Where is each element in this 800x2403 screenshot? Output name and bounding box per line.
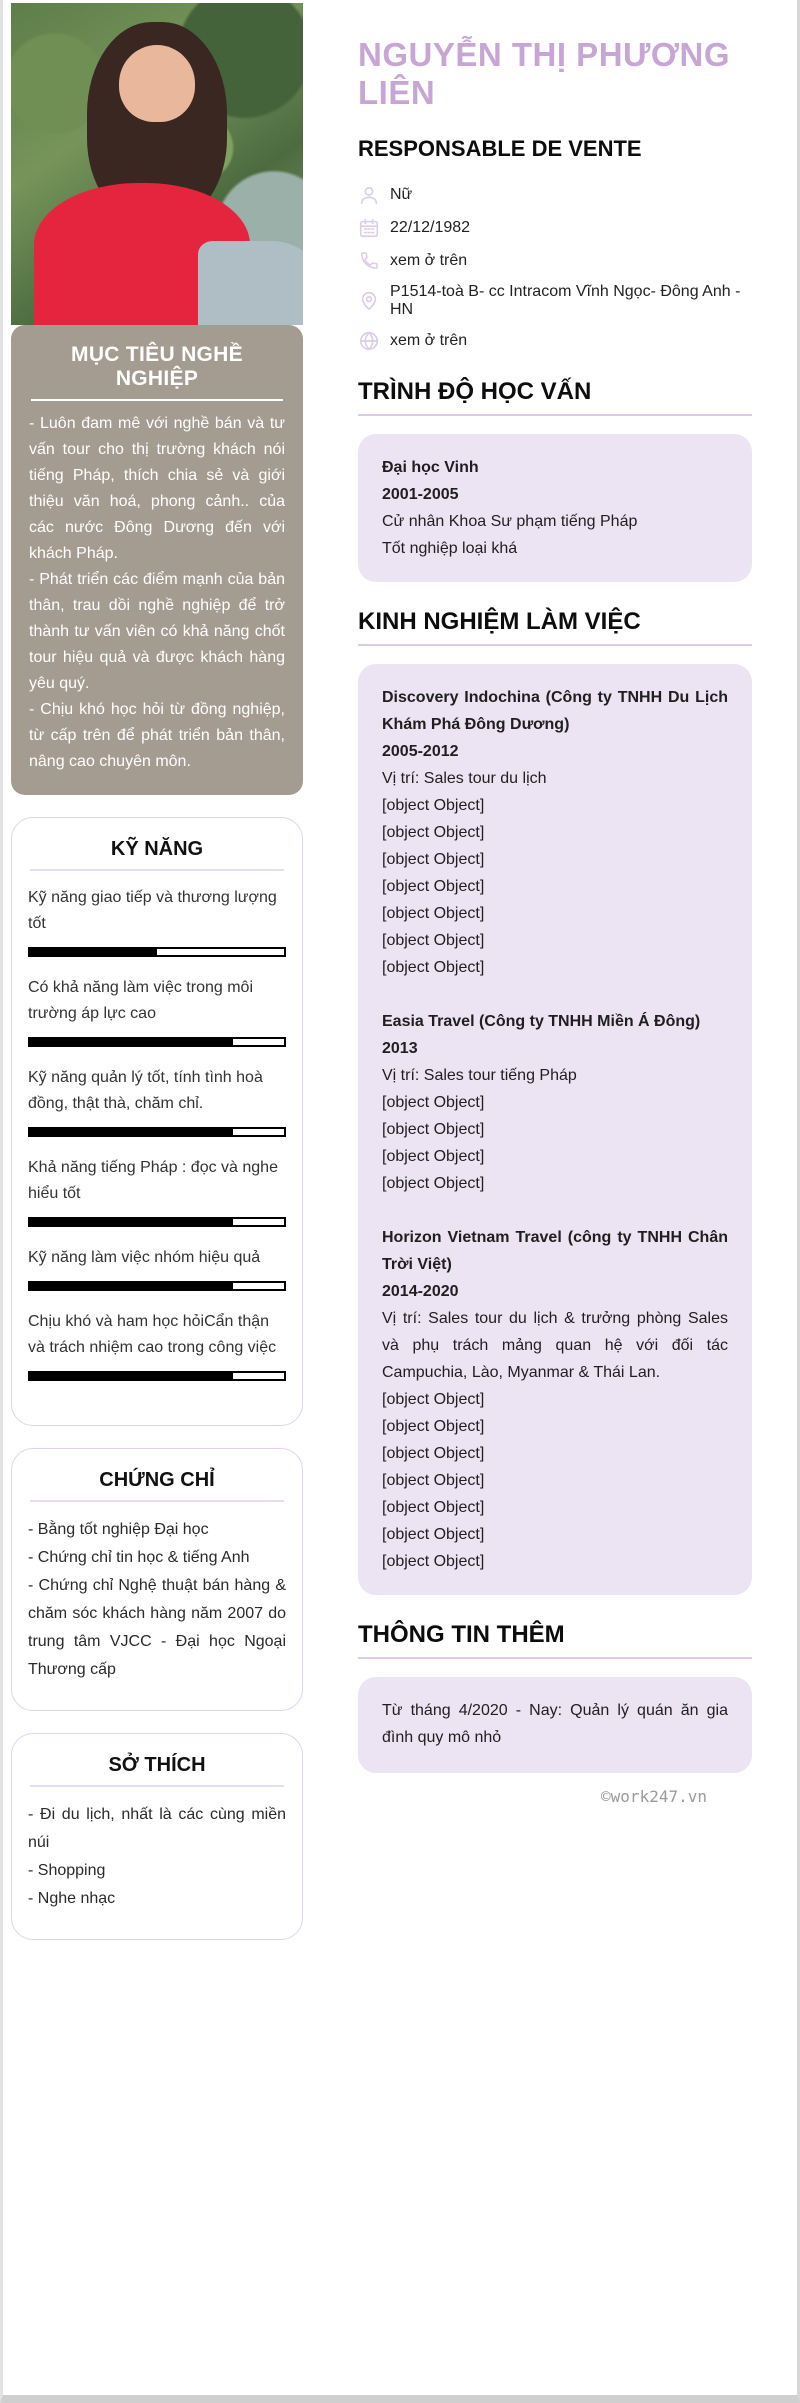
experience-job — [382, 1224, 728, 1575]
job-bullet: [object Object] — [382, 1175, 485, 1192]
objective-underline — [31, 399, 283, 401]
location-pin-icon — [358, 290, 380, 312]
certificate-item: - Chứng chỉ Nghệ thuật bán hàng & chăm sóc khách hàng năm 2007 do trung tâm VJCC - Đại học Ngoại Thương cấp — [28, 1577, 286, 1678]
skill-progress-fill — [30, 1219, 233, 1225]
user-icon — [358, 184, 380, 206]
skill-progress-bar — [28, 1217, 286, 1227]
additional-section-title: THÔNG TIN THÊM — [358, 1621, 565, 1648]
additional-box — [358, 1677, 752, 1773]
skill-label: Kỹ năng quản lý tốt, tính tình hoà đồng, thật thà, chăm chỉ. — [28, 1069, 263, 1112]
education-result: Tốt nghiệp loại khá — [382, 540, 518, 557]
skills-list — [28, 885, 286, 1381]
job-bullet: [object Object] — [382, 932, 485, 949]
phone-value: xem ở trên — [390, 252, 468, 269]
contact-row-phone — [358, 250, 752, 272]
sidebar — [11, 3, 303, 1940]
skill-progress-fill — [30, 1283, 233, 1289]
skills-title: KỸ NĂNG — [110, 838, 204, 860]
education-section-title: TRÌNH ĐỘ HỌC VẤN — [358, 378, 592, 405]
candidate-name: NGUYỄN THỊ PHƯƠNG LIÊN — [358, 36, 731, 111]
certificates-list — [28, 1516, 286, 1684]
education-underline — [358, 414, 752, 416]
job-bullets — [382, 1386, 728, 1575]
certificate-item: - Bằng tốt nghiệp Đại học — [28, 1521, 209, 1538]
phone-icon — [358, 250, 380, 272]
skill-label: Kỹ năng làm việc nhóm hiệu quả — [28, 1249, 261, 1266]
hobbies-underline — [30, 1785, 284, 1787]
job-bullet: [object Object] — [382, 959, 485, 976]
job-bullet: [object Object] — [382, 797, 485, 814]
skill-label: Chịu khó và ham học hỏiCẩn thận và trách nhiệm cao trong công việc — [28, 1313, 277, 1356]
job-bullet: [object Object] — [382, 1526, 485, 1543]
website-value: xem ở trên — [390, 332, 468, 349]
objective-paragraph: - Phát triển các điểm mạnh của bản thân, trau dồi nghề nghiệp để trở thành tư vấn viên có khả năng chốt tour hiệu quả và được khách hàng yêu quý. — [29, 571, 285, 692]
job-position: Vị trí: Sales tour du lịch & trưởng phòng Sales và phụ trách mảng quan hệ với đối tác Campuchia, Lào, Myanmar & Thái Lan. — [382, 1310, 728, 1381]
education-school: Đại học Vinh — [382, 459, 479, 476]
education-years: 2001-2005 — [382, 486, 459, 503]
job-bullet: [object Object] — [382, 851, 485, 868]
skill-progress-bar — [28, 1281, 286, 1291]
skill-progress-bar — [28, 1371, 286, 1381]
skill-progress-fill — [30, 949, 157, 955]
hobbies-section — [11, 1733, 303, 1940]
skill-label: Có khả năng làm việc trong môi trường áp lực cao — [28, 979, 253, 1022]
certificates-underline — [30, 1500, 284, 1502]
skill-item — [28, 1155, 286, 1227]
hobby-item: - Nghe nhạc — [28, 1890, 116, 1907]
job-bullet: [object Object] — [382, 1121, 485, 1138]
contact-row-website — [358, 330, 752, 352]
skill-progress-fill — [30, 1129, 233, 1135]
skill-item — [28, 1065, 286, 1137]
job-title: RESPONSABLE DE VENTE — [358, 136, 642, 161]
main-column — [358, 36, 752, 1818]
experience-section-title: KINH NGHIỆM LÀM VIỆC — [358, 608, 641, 635]
certificates-title: CHỨNG CHỈ — [99, 1469, 215, 1491]
additional-text: Từ tháng 4/2020 - Nay: Quản lý quán ăn gia đình quy mô nhỏ — [382, 1702, 728, 1746]
watermark: ©work247.vn — [601, 1787, 707, 1806]
skills-section — [11, 817, 303, 1426]
job-bullet: [object Object] — [382, 905, 485, 922]
additional-underline — [358, 1657, 752, 1659]
photo-face-shape — [119, 45, 195, 122]
job-period: 2014-2020 — [382, 1283, 459, 1300]
education-degree: Cử nhân Khoa Sư phạm tiếng Pháp — [382, 513, 638, 530]
certificate-item: - Chứng chỉ tin học & tiếng Anh — [28, 1549, 250, 1566]
photo-steps-shape — [198, 241, 303, 325]
hobby-item: - Đi du lịch, nhất là các cùng miền núi — [28, 1806, 286, 1851]
job-position: Vị trí: Sales tour du lịch — [382, 770, 547, 787]
education-box — [358, 434, 752, 582]
skill-label: Khả năng tiếng Pháp : đọc và nghe hiểu tốt — [28, 1159, 278, 1202]
job-bullet: [object Object] — [382, 1445, 485, 1462]
skill-progress-bar — [28, 1037, 286, 1047]
skill-item — [28, 885, 286, 957]
job-bullet: [object Object] — [382, 1148, 485, 1165]
objective-title: MỤC TIÊU NGHỀ NGHIỆP — [71, 343, 243, 390]
skill-label: Kỹ năng giao tiếp và thương lượng tốt — [28, 889, 277, 932]
job-bullets — [382, 1089, 728, 1197]
objective-paragraph: - Luôn đam mê với nghề bán và tư vấn tour cho thị trường khách nói tiếng Pháp, thích chia sẻ và giới thiệu văn hoá, phong cảnh.. của các nước Đông Dương đến với khách Pháp. — [29, 415, 285, 562]
skill-progress-bar — [28, 947, 286, 957]
contact-row-gender — [358, 184, 752, 206]
skills-underline — [30, 869, 284, 871]
job-bullets — [382, 792, 728, 981]
job-bullet: [object Object] — [382, 1094, 485, 1111]
job-bullet: [object Object] — [382, 1391, 485, 1408]
skill-progress-fill — [30, 1039, 233, 1045]
address-value: P1514-toà B- cc Intracom Vĩnh Ngọc- Đông Anh - HN — [390, 283, 741, 318]
job-position: Vị trí: Sales tour tiếng Pháp — [382, 1067, 577, 1084]
hobby-item: - Shopping — [28, 1862, 106, 1879]
skill-progress-fill — [30, 1373, 233, 1379]
job-bullet: [object Object] — [382, 1553, 485, 1570]
job-bullet: [object Object] — [382, 878, 485, 895]
job-company: Easia Travel (Công ty TNHH Miền Á Đông) — [382, 1013, 701, 1030]
birthdate-value: 22/12/1982 — [390, 219, 471, 236]
globe-icon — [358, 330, 380, 352]
experience-job — [382, 684, 728, 981]
profile-photo — [11, 3, 303, 325]
skill-item — [28, 1245, 286, 1291]
contact-info — [358, 184, 752, 352]
objective-section — [11, 325, 303, 795]
job-company: Horizon Vietnam Travel (công ty TNHH Chân Trời Việt) — [382, 1229, 728, 1273]
hobbies-title: SỞ THÍCH — [108, 1754, 206, 1776]
job-bullet: [object Object] — [382, 1499, 485, 1516]
hobbies-list — [28, 1801, 286, 1913]
job-bullet: [object Object] — [382, 1418, 485, 1435]
experience-underline — [358, 644, 752, 646]
experience-job — [382, 1008, 728, 1197]
skill-item — [28, 1309, 286, 1381]
gender-value: Nữ — [390, 186, 413, 203]
contact-row-address — [358, 283, 752, 319]
experience-box — [358, 664, 752, 1595]
job-period: 2005-2012 — [382, 743, 459, 760]
objective-paragraphs — [29, 411, 285, 775]
calendar-icon — [358, 217, 380, 239]
skill-progress-bar — [28, 1127, 286, 1137]
contact-row-birthdate — [358, 217, 752, 239]
job-period: 2013 — [382, 1040, 418, 1057]
objective-paragraph: - Chịu khó học hỏi từ đồng nghiệp, từ cấp trên để phát triển bản thân, nâng cao chuyên môn. — [29, 701, 285, 770]
certificates-section — [11, 1448, 303, 1711]
job-bullet: [object Object] — [382, 824, 485, 841]
job-company: Discovery Indochina (Công ty TNHH Du Lịch Khám Phá Đông Dương) — [382, 689, 728, 733]
job-bullet: [object Object] — [382, 1472, 485, 1489]
skill-item — [28, 975, 286, 1047]
